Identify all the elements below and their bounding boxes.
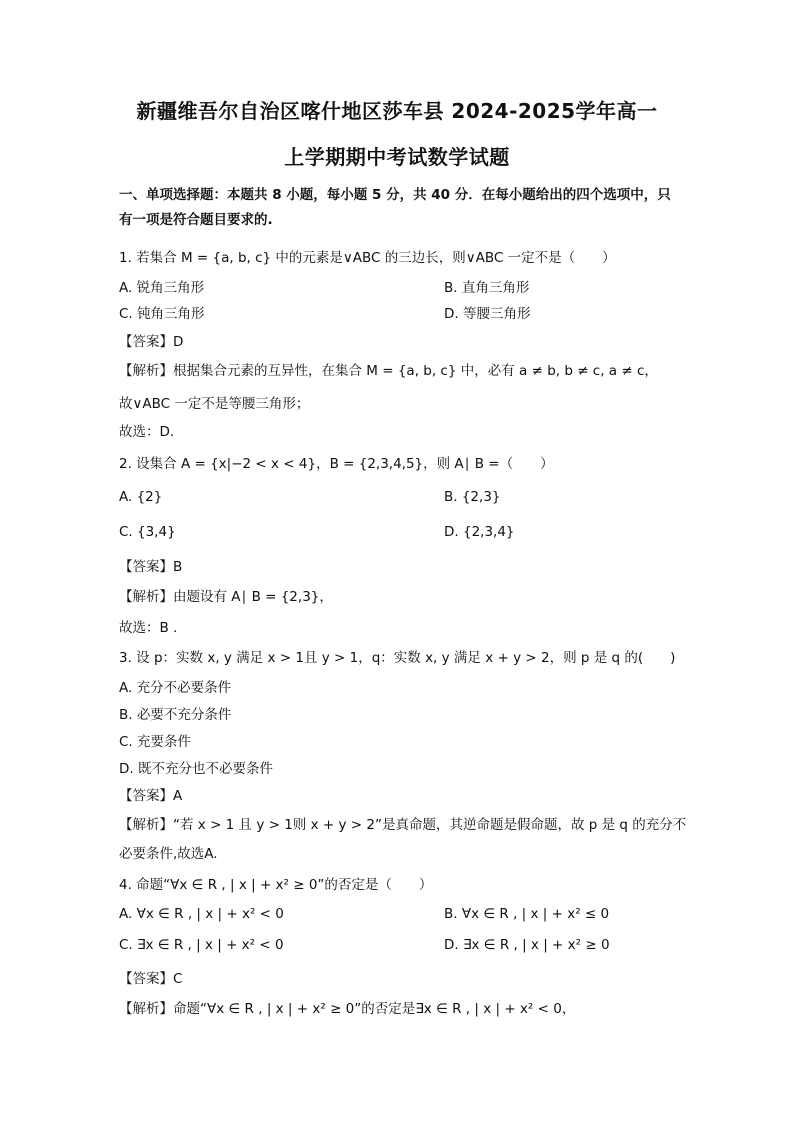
section-heading-line-1: 一、单项选择题：本题共 8 小题，每小题 5 分，共 40 分．在每小题给出的四个选项中，只 xyxy=(119,187,671,203)
q2-analysis-line-2: 故选：B . xyxy=(119,620,178,636)
section-heading-line-2: 有一项是符合题目要求的. xyxy=(119,212,273,228)
q4-answer: 【答案】C xyxy=(119,971,183,987)
q2-option-d: D. {2,3,4} xyxy=(444,524,515,540)
q4-option-a: A. ∀x ∈ R , | x | + x² < 0 xyxy=(119,906,284,922)
q4-stem: 4. 命题“∀x ∈ R , | x | + x² ≥ 0”的否定是（ ） xyxy=(119,877,433,893)
q3-option-c: C. 充要条件 xyxy=(119,734,192,750)
q4-option-b: B. ∀x ∈ R , | x | + x² ≤ 0 xyxy=(444,906,610,922)
q1-analysis-line-1: 【解析】根据集合元素的互异性，在集合 M = {a, b, c} 中，必有 a ≠ b, b ≠ c, a ≠ c， xyxy=(119,363,658,379)
q2-option-b: B. {2,3} xyxy=(444,489,501,505)
q2-option-c: C. {3,4} xyxy=(119,524,176,540)
q1-analysis-line-2: 故∨ABC 一定不是等腰三角形； xyxy=(119,396,310,412)
q2-answer: 【答案】B xyxy=(119,559,183,575)
q2-analysis-line-1: 【解析】由题设有 A∣ B = {2,3}， xyxy=(119,589,333,605)
q3-option-a: A. 充分不必要条件 xyxy=(119,680,232,696)
q3-analysis-line-2: 必要条件,故选A. xyxy=(119,846,218,862)
q3-stem: 3. 设 p：实数 x, y 满足 x > 1且 y > 1，q：实数 x, y 满足 x + y > 2，则 p 是 q 的( ) xyxy=(119,650,676,666)
q1-option-a: A. 锐角三角形 xyxy=(119,280,205,296)
q3-answer: 【答案】A xyxy=(119,788,183,804)
q1-option-d: D. 等腰三角形 xyxy=(444,306,531,322)
q3-analysis-line-1: 【解析】“若 x > 1 且 y > 1则 x + y > 2”是真命题，其逆命题是假命题，故 p 是 q 的充分不 xyxy=(119,817,687,833)
q1-stem: 1. 若集合 M = {a, b, c} 中的元素是∨ABC 的三边长，则∨ABC 一定不是（ ） xyxy=(119,250,616,266)
q2-stem: 2. 设集合 A = {x|−2 < x < 4}，B = {2,3,4,5}，则 A∣ B =（ ） xyxy=(119,456,554,472)
page-title-line-2: 上学期期中考试数学试题 xyxy=(284,145,510,169)
q3-option-b: B. 必要不充分条件 xyxy=(119,707,232,723)
q1-analysis-line-3: 故选：D. xyxy=(119,424,175,440)
q4-option-c: C. ∃x ∈ R , | x | + x² < 0 xyxy=(119,937,284,953)
q3-option-d: D. 既不充分也不必要条件 xyxy=(119,761,273,777)
q1-option-c: C. 钝角三角形 xyxy=(119,306,205,322)
q1-answer: 【答案】D xyxy=(119,334,184,350)
q4-analysis-line-1: 【解析】命题“∀x ∈ R , | x | + x² ≥ 0”的否定是∃x ∈ R , | x | + x² < 0， xyxy=(119,1001,576,1017)
q4-option-d: D. ∃x ∈ R , | x | + x² ≥ 0 xyxy=(444,937,610,953)
q2-option-a: A. {2} xyxy=(119,489,163,505)
page-title-line-1: 新疆维吾尔自治区喀什地区莎车县 2024-2025学年高一 xyxy=(136,99,658,123)
q1-option-b: B. 直角三角形 xyxy=(444,280,530,296)
